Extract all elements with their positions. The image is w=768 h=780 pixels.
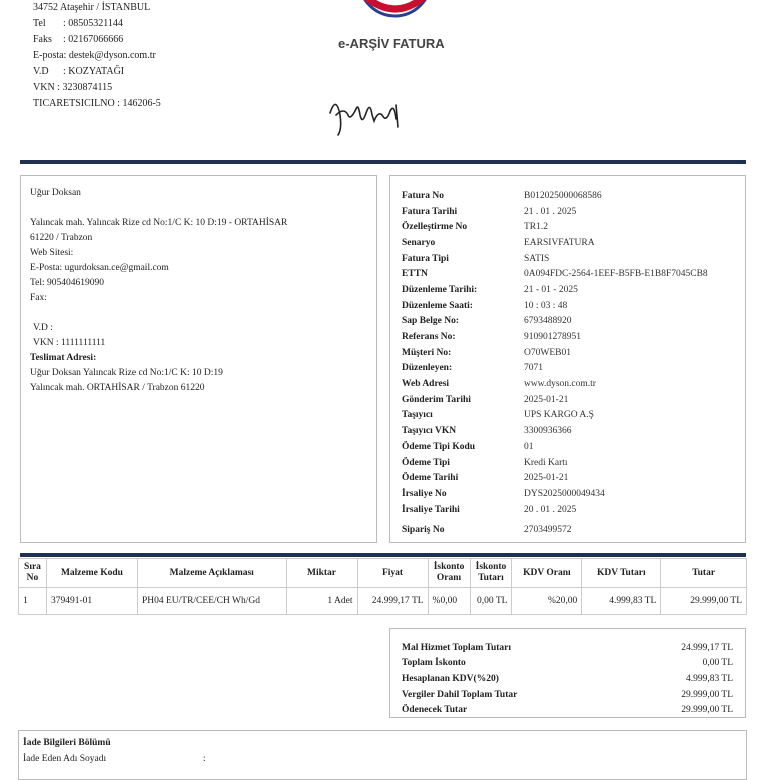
invoice-info-key: Sap Belge No: [402,316,459,327]
totals-key: Toplam İskonto [402,658,466,669]
items-header-cell: KDV Tutarı [582,559,661,588]
items-header-cell: İskonto Tutarı [470,559,512,588]
buyer-address-line-1: Yalıncak mah. Yalıncak Rize cd No:1/C K: 10 D:19 - ORTAHİSAR [30,218,288,228]
totals-value: 24.999,17 TL [681,642,733,653]
invoice-info-row [402,423,708,439]
totals-key: Mal Hizmet Toplam Tutarı [402,642,511,653]
seller-vd: : KOZYATAĞI [63,66,125,77]
invoice-info-key: Gönderim Tarihi [402,394,471,405]
invoice-info-value: O70WEB01 [524,347,571,358]
invoice-info-row [402,455,708,471]
invoice-info-key: Fatura Tarihi [402,206,458,217]
invoice-info-row [402,219,708,235]
seller-tel-label: Tel [33,18,46,29]
invoice-info-value: SATIS [524,253,550,264]
totals-box [389,628,746,718]
totals-value: 29.999,00 TL [681,689,733,700]
header-divider [20,160,746,164]
invoice-info-key: Web Adresi [402,379,450,390]
invoice-info-row [402,392,708,408]
invoice-info-value: 20 . 01 . 2025 [524,504,577,515]
document-title: e-ARŞİV FATURA [338,36,445,51]
invoice-info-value: 7071 [524,363,543,374]
items-header-cell: Miktar [286,559,357,588]
items-header-cell: KDV Oranı [512,559,582,588]
items-cell: 4.999,83 TL [582,588,661,615]
invoice-info-row [402,486,708,502]
buyer-address-line-2: 61220 / Trabzon [30,233,93,243]
return-name-label: İade Eden Adı Soyadı [23,754,107,764]
invoice-info-value: 2025-01-21 [524,394,569,405]
items-divider [20,553,746,557]
invoice-info-key: Sipariş No [402,525,445,536]
items-cell: 29.999,00 TL [661,588,747,615]
invoice-info-value: TR1.2 [524,222,549,233]
invoice-info-row [402,251,708,267]
invoice-info-row [402,188,708,204]
items-cell: 1 Adet [286,588,357,615]
invoice-info-value: www.dyson.com.tr [524,379,596,390]
invoice-info-key: Referans No: [402,332,456,343]
table-row [19,588,747,615]
seller-email: E-posta: destek@dyson.com.tr [33,50,156,61]
invoice-info-table [402,188,708,538]
invoice-info-row [402,439,708,455]
invoice-info-value: 6793488920 [524,316,572,327]
invoice-info-row [402,408,708,424]
items-cell: PH04 EU/TR/CEE/CH Wh/Gd [137,588,286,615]
seller-vd-label: V.D [33,66,49,77]
signature-image [322,85,414,141]
items-cell: 1 [19,588,47,615]
invoice-info-key: Fatura Tipi [402,253,449,264]
buyer-vkn: VKN : 1111111111 [33,338,106,348]
invoice-info-value: 2703499572 [524,525,572,536]
invoice-info-row [402,298,708,314]
invoice-info-key: Taşıyıcı [402,410,433,421]
invoice-info-value: 2025-01-21 [524,473,569,484]
invoice-info-row [402,376,708,392]
invoice-info-row [402,517,708,538]
invoice-info-row [402,361,708,377]
invoice-info-value: B012025000068586 [524,190,602,201]
totals-key: Vergiler Dahil Toplam Tutar [402,689,518,700]
items-header-cell: İskonto Oranı [428,559,470,588]
items-cell: 24.999,17 TL [357,588,428,615]
invoice-info-key: İrsaliye No [402,488,447,499]
delivery-title: Teslimat Adresi: [30,353,97,363]
invoice-info-key: Senaryo [402,237,436,248]
invoice-info-row [402,329,708,345]
invoice-info-key: Düzenleyen: [402,363,453,374]
items-table [18,558,747,615]
seller-tel: : 08505321144 [63,18,123,29]
items-header-cell: Malzeme Açıklaması [137,559,286,588]
buyer-website: Web Sitesi: [30,248,74,258]
invoice-info-value: 3300936366 [524,426,572,437]
totals-value: 0,00 TL [702,658,733,669]
invoice-info-value: 10 : 03 : 48 [524,300,568,311]
seller-vkn: VKN : 3230874115 [33,82,113,93]
items-cell: %0,00 [428,588,470,615]
totals-row [402,671,733,687]
invoice-info-row [402,235,708,251]
invoice-info-value: 21 - 01 - 2025 [524,284,578,295]
seller-fax: : 02167066666 [63,34,124,45]
totals-value: 4.999,83 TL [685,673,733,684]
invoice-info-key: Müşteri No: [402,347,452,358]
invoice-info-key: Özelleştirme No [402,222,468,233]
items-header-cell: Sıra No [19,559,47,588]
invoice-info-key: Fatura No [402,190,444,201]
totals-row [402,640,733,656]
invoice-info-row [402,266,708,282]
buyer-vd: V.D : [33,323,53,333]
totals-value: 29.999,00 TL [681,705,733,716]
items-header-cell: Tutar [661,559,747,588]
invoice-info-value: 01 [524,441,534,452]
items-header-cell: Fiyat [357,559,428,588]
totals-row [402,702,733,718]
invoice-info-value: 910901278951 [524,332,581,343]
buyer-name: Uğur Doksan [30,188,81,198]
buyer-tel: Tel: 905404619090 [30,278,105,288]
invoice-info-value: Kredi Kartı [524,457,568,468]
buyer-info-box [20,175,377,543]
buyer-fax: Fax: [30,293,47,303]
items-cell: %20,00 [512,588,582,615]
invoice-info-row [402,470,708,486]
invoice-info-row [402,345,708,361]
invoice-info-key: Ödeme Tipi [402,457,450,468]
invoice-info-key: İrsaliye Tarihi [402,504,460,515]
invoice-info-key: Düzenleme Tarihi: [402,284,478,295]
gib-logo-icon [357,0,433,22]
return-title: İade Bilgileri Bölümü [23,738,111,748]
buyer-email: E-Posta: ugurdoksan.ce@gmail.com [30,263,169,273]
totals-row [402,656,733,672]
invoice-info-row [402,282,708,298]
invoice-info-value: DYS2025000049434 [524,488,605,499]
delivery-address-line-2: Yalıncak mah. ORTAHİSAR / Trabzon 61220 [30,383,205,393]
invoice-info-key: ETTN [402,269,428,280]
invoice-info-key: Ödeme Tarihi [402,473,459,484]
seller-info [33,0,161,112]
invoice-info-row [402,314,708,330]
seller-trade-registry: TICARETSICILNO : 146206-5 [33,98,161,109]
totals-table [402,640,733,718]
delivery-address-line-1: Uğur Doksan Yalıncak Rize cd No:1/C K: 10 D:19 [30,368,223,378]
invoice-info-box [389,175,746,543]
return-name-colon: : [203,754,206,764]
items-cell: 379491-01 [46,588,137,615]
invoice-info-value: EARSIVFATURA [524,237,595,248]
seller-address: 34752 Ataşehir / İSTANBUL [33,2,151,13]
invoice-info-key: Taşıyıcı VKN [402,426,457,437]
return-info-section [18,730,747,780]
invoice-info-row [402,502,708,518]
invoice-info-value: UPS KARGO A.Ş [524,410,594,421]
totals-key: Hesaplanan KDV(%20) [402,673,499,684]
items-cell: 0,00 TL [470,588,512,615]
invoice-info-value: 21 . 01 . 2025 [524,206,577,217]
items-header-cell: Malzeme Kodu [46,559,137,588]
invoice-info-value: 0A094FDC-2564-1EEF-B5FB-E1B8F7045CB8 [524,269,708,280]
totals-key: Ödenecek Tutar [402,705,468,716]
invoice-info-key: Ödeme Tipi Kodu [402,441,476,452]
invoice-info-key: Düzenleme Saati: [402,300,473,311]
totals-row [402,687,733,703]
seller-fax-label: Faks [33,34,52,45]
invoice-info-row [402,204,708,220]
